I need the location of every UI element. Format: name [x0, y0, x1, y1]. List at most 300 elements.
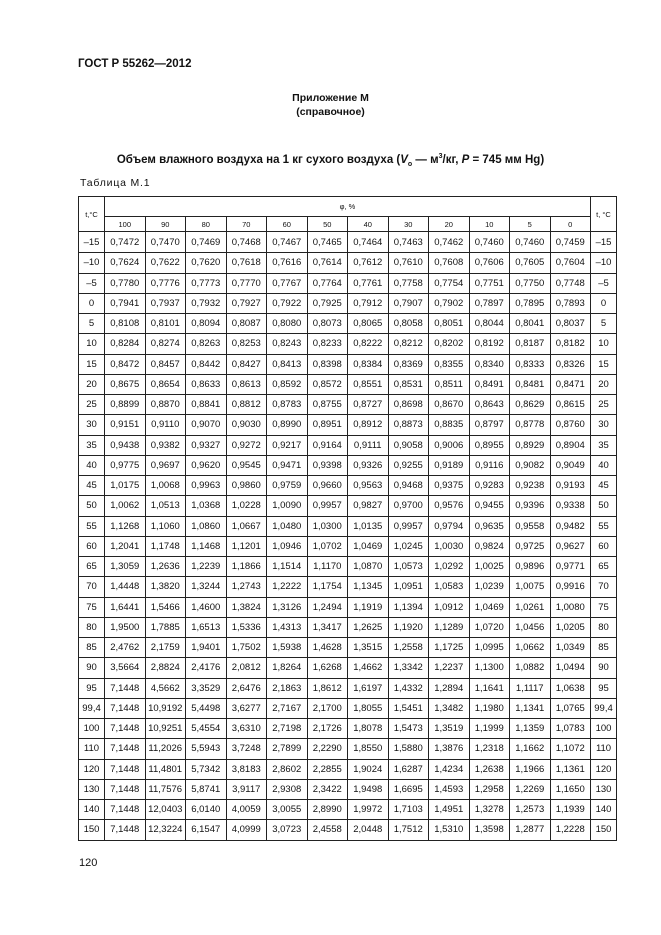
volume-cell: 0,8442	[186, 354, 227, 374]
volume-cell: 0,7614	[307, 253, 348, 273]
volume-cell: 0,8243	[267, 334, 308, 354]
temperature-cell: 75	[79, 597, 105, 617]
volume-cell: 1,6197	[348, 678, 389, 698]
volume-cell: 0,7750	[510, 273, 551, 293]
volume-cell: 1,1514	[267, 557, 308, 577]
humidity-value-header: 10	[469, 217, 510, 232]
volume-cell: 0,9398	[307, 455, 348, 475]
volume-cell: 0,8572	[307, 374, 348, 394]
volume-cell: 0,7467	[267, 232, 308, 253]
volume-cell: 3,7248	[226, 739, 267, 759]
table-row	[79, 557, 617, 577]
volume-cell: 0,7902	[429, 293, 470, 313]
volume-cell: 0,8073	[307, 314, 348, 334]
temperature-cell: 99,4	[79, 698, 105, 718]
volume-cell: 5,4554	[186, 719, 227, 739]
temperature-cell: 0	[79, 293, 105, 313]
temperature-cell-right: 40	[591, 455, 617, 475]
volume-cell: 7,1448	[105, 739, 146, 759]
temperature-cell-right: 50	[591, 496, 617, 516]
volume-cell: 0,9545	[226, 455, 267, 475]
table-row	[79, 759, 617, 779]
volume-cell: 1,0573	[388, 557, 429, 577]
volume-cell: 0,9482	[550, 516, 591, 536]
volume-cell: 2,1726	[307, 719, 348, 739]
volume-cell: 3,6277	[226, 698, 267, 718]
volume-cell: 2,0448	[348, 820, 389, 840]
volume-cell: 0,8222	[348, 334, 389, 354]
volume-cell: 1,8055	[348, 698, 389, 718]
volume-cell: 4,0999	[226, 820, 267, 840]
volume-cell: 7,1448	[105, 719, 146, 739]
temperature-cell-right: 20	[591, 374, 617, 394]
volume-cell: 1,2494	[307, 597, 348, 617]
temperature-cell: –5	[79, 273, 105, 293]
volume-cell: 0,7941	[105, 293, 146, 313]
volume-cell: 1,5336	[226, 617, 267, 637]
volume-cell: 0,7465	[307, 232, 348, 253]
volume-cell: 0,7463	[388, 232, 429, 253]
volume-cell: 0,9111	[348, 435, 389, 455]
volume-cell: 0,9468	[388, 476, 429, 496]
volume-cell: 2,1700	[307, 698, 348, 718]
volume-cell: 0,7459	[550, 232, 591, 253]
temperature-cell-right: 95	[591, 678, 617, 698]
volume-cell: 1,0860	[186, 516, 227, 536]
humidity-value-header: 60	[267, 217, 308, 232]
volume-cell: 1,2743	[226, 577, 267, 597]
volume-cell: 0,8340	[469, 354, 510, 374]
temperature-cell-right: 140	[591, 800, 617, 820]
humidity-value-header: 30	[388, 217, 429, 232]
temperature-cell: 65	[79, 557, 105, 577]
volume-cell: 0,8094	[186, 314, 227, 334]
volume-cell: 0,7893	[550, 293, 591, 313]
volume-cell: 0,9189	[429, 455, 470, 475]
volume-cell: 12,0403	[145, 800, 186, 820]
volume-cell: 0,8511	[429, 374, 470, 394]
volume-cell: 6,0140	[186, 800, 227, 820]
volume-cell: 10,9192	[145, 698, 186, 718]
table-row	[79, 800, 617, 820]
volume-cell: 1,0080	[550, 597, 591, 617]
volume-cell: 0,8108	[105, 314, 146, 334]
volume-cell: 0,8471	[550, 374, 591, 394]
volume-cell: 1,0030	[429, 536, 470, 556]
volume-cell: 0,9620	[186, 455, 227, 475]
volume-cell: 1,3519	[429, 719, 470, 739]
volume-cell: 1,1468	[186, 536, 227, 556]
temperature-cell: 10	[79, 334, 105, 354]
volume-cell: 1,3598	[469, 820, 510, 840]
volume-cell: 1,1361	[550, 759, 591, 779]
volume-cell: 1,3876	[429, 739, 470, 759]
volume-cell: 0,9660	[307, 476, 348, 496]
volume-cell: 0,9255	[388, 455, 429, 475]
volume-cell: 0,8755	[307, 395, 348, 415]
volume-cell: 11,4801	[145, 759, 186, 779]
volume-cell: 0,8629	[510, 395, 551, 415]
temperature-cell-right: 120	[591, 759, 617, 779]
temperature-cell: 50	[79, 496, 105, 516]
volume-cell: 0,9058	[388, 435, 429, 455]
volume-cell: 2,4176	[186, 658, 227, 678]
volume-cell: 0,9759	[267, 476, 308, 496]
volume-cell: 1,7103	[388, 800, 429, 820]
volume-cell: 0,8481	[510, 374, 551, 394]
volume-cell: 1,3820	[145, 577, 186, 597]
temperature-cell-right: –15	[591, 232, 617, 253]
table-row	[79, 314, 617, 334]
volume-cell: 1,0951	[388, 577, 429, 597]
table-row	[79, 779, 617, 799]
volume-cell: 1,0513	[145, 496, 186, 516]
volume-cell: 7,1448	[105, 759, 146, 779]
volume-cell: 0,7895	[510, 293, 551, 313]
humidity-value-header: 90	[145, 217, 186, 232]
volume-cell: 1,6287	[388, 759, 429, 779]
volume-cell: 0,7897	[469, 293, 510, 313]
volume-cell: 1,2239	[186, 557, 227, 577]
volume-cell: 0,8841	[186, 395, 227, 415]
table-row	[79, 577, 617, 597]
volume-cell: 0,9327	[186, 435, 227, 455]
volume-cell: 0,9116	[469, 455, 510, 475]
volume-cell: 0,8491	[469, 374, 510, 394]
table-row	[79, 354, 617, 374]
volume-cell: 1,1170	[307, 557, 348, 577]
volume-cell: 0,7470	[145, 232, 186, 253]
volume-cell: 0,8783	[267, 395, 308, 415]
volume-cell: 0,8873	[388, 415, 429, 435]
volume-cell: 1,0480	[267, 516, 308, 536]
volume-cell: 0,8615	[550, 395, 591, 415]
volume-cell: 0,9070	[186, 415, 227, 435]
volume-cell: 1,5938	[267, 638, 308, 658]
humidity-value-header: 100	[105, 217, 146, 232]
humidity-value-header: 0	[550, 217, 591, 232]
volume-cell: 0,7776	[145, 273, 186, 293]
volume-cell: 0,7912	[348, 293, 389, 313]
table-row	[79, 273, 617, 293]
table-row	[79, 698, 617, 718]
volume-cell: 3,8183	[226, 759, 267, 779]
volume-cell: 0,9957	[307, 496, 348, 516]
volume-cell: 0,8041	[510, 314, 551, 334]
volume-cell: 1,0667	[226, 516, 267, 536]
table-row	[79, 496, 617, 516]
volume-cell: 1,1966	[510, 759, 551, 779]
volume-cell: 0,8187	[510, 334, 551, 354]
volume-cell: 0,8633	[186, 374, 227, 394]
temperature-cell-right: 30	[591, 415, 617, 435]
volume-cell: 0,7468	[226, 232, 267, 253]
volume-cell: 0,8263	[186, 334, 227, 354]
volume-cell: 0,7780	[105, 273, 146, 293]
volume-cell: 0,7925	[307, 293, 348, 313]
volume-cell: 3,6310	[226, 719, 267, 739]
temperature-cell: 100	[79, 719, 105, 739]
temperature-cell: 25	[79, 395, 105, 415]
volume-cell: 1,0068	[145, 476, 186, 496]
volume-cell: 0,8398	[307, 354, 348, 374]
volume-cell: 1,2636	[145, 557, 186, 577]
volume-cell: 1,0245	[388, 536, 429, 556]
volume-cell: 1,1641	[469, 678, 510, 698]
humidity-value-header: 40	[348, 217, 389, 232]
table-row	[79, 678, 617, 698]
volume-cell: 0,7460	[469, 232, 510, 253]
table-row	[79, 435, 617, 455]
temperature-cell: 85	[79, 638, 105, 658]
volume-cell: 0,9827	[348, 496, 389, 516]
volume-cell: 0,9896	[510, 557, 551, 577]
table-row	[79, 617, 617, 637]
volume-cell: 1,3824	[226, 597, 267, 617]
temperature-cell-right: 35	[591, 435, 617, 455]
volume-cell: 1,6268	[307, 658, 348, 678]
volume-cell: 1,3342	[388, 658, 429, 678]
volume-cell: 0,9193	[550, 476, 591, 496]
temperature-cell-right: 60	[591, 536, 617, 556]
volume-cell: 1,2877	[510, 820, 551, 840]
table-row	[79, 293, 617, 313]
volume-cell: 1,4234	[429, 759, 470, 779]
volume-cell: 0,7927	[226, 293, 267, 313]
table-row	[79, 820, 617, 840]
volume-cell: 0,8101	[145, 314, 186, 334]
temperature-cell: 60	[79, 536, 105, 556]
volume-cell: 1,2958	[469, 779, 510, 799]
volume-cell: 0,7764	[307, 273, 348, 293]
volume-cell: 1,0469	[348, 536, 389, 556]
volume-cell: 0,8870	[145, 395, 186, 415]
temperature-cell-right: 99,4	[591, 698, 617, 718]
volume-cell: 1,0720	[469, 617, 510, 637]
volume-cell: 0,7612	[348, 253, 389, 273]
volume-cell: 0,8698	[388, 395, 429, 415]
volume-cell: 1,4448	[105, 577, 146, 597]
temperature-cell-right: 55	[591, 516, 617, 536]
temperature-cell: 95	[79, 678, 105, 698]
volume-cell: 1,7885	[145, 617, 186, 637]
temperature-header-right: t, °C	[591, 197, 617, 232]
volume-cell: 0,9576	[429, 496, 470, 516]
volume-cell: 1,2228	[550, 820, 591, 840]
volume-cell: 0,8413	[267, 354, 308, 374]
volume-cell: 0,8087	[226, 314, 267, 334]
volume-cell: 0,8080	[267, 314, 308, 334]
temperature-cell-right: 85	[591, 638, 617, 658]
volume-cell: 0,9375	[429, 476, 470, 496]
temperature-cell: –10	[79, 253, 105, 273]
volume-cell: 3,5664	[105, 658, 146, 678]
volume-cell: 1,4628	[307, 638, 348, 658]
volume-cell: 2,0812	[226, 658, 267, 678]
volume-cell: 2,8824	[145, 658, 186, 678]
volume-cell: 0,9471	[267, 455, 308, 475]
volume-cell: 0,7605	[510, 253, 551, 273]
volume-cell: 0,7460	[510, 232, 551, 253]
volume-cell: 1,2269	[510, 779, 551, 799]
volume-cell: 1,1341	[510, 698, 551, 718]
volume-cell: 0,9438	[105, 435, 146, 455]
volume-cell: 0,7754	[429, 273, 470, 293]
volume-cell: 1,1748	[145, 536, 186, 556]
volume-cell: 0,7610	[388, 253, 429, 273]
temperature-cell: 30	[79, 415, 105, 435]
volume-cell: 1,4593	[429, 779, 470, 799]
volume-cell: 1,2894	[429, 678, 470, 698]
volume-cell: 0,9697	[145, 455, 186, 475]
volume-cell: 1,9972	[348, 800, 389, 820]
volume-cell: 0,9635	[469, 516, 510, 536]
table-row	[79, 516, 617, 536]
temperature-cell-right: 45	[591, 476, 617, 496]
table-row	[79, 334, 617, 354]
temperature-cell-right: 130	[591, 779, 617, 799]
volume-cell: 1,1201	[226, 536, 267, 556]
volume-cell: 0,7770	[226, 273, 267, 293]
volume-cell: 0,8670	[429, 395, 470, 415]
temperature-cell-right: 70	[591, 577, 617, 597]
table-row	[79, 415, 617, 435]
volume-cell: 0,7937	[145, 293, 186, 313]
volume-cell: 0,8326	[550, 354, 591, 374]
volume-cell: 0,8904	[550, 435, 591, 455]
volume-cell: 0,9082	[510, 455, 551, 475]
volume-cell: 0,8384	[348, 354, 389, 374]
volume-cell: 0,7624	[105, 253, 146, 273]
volume-cell: 0,7758	[388, 273, 429, 293]
humidity-value-header: 20	[429, 217, 470, 232]
volume-cell: 1,5473	[388, 719, 429, 739]
volume-cell: 1,0870	[348, 557, 389, 577]
temperature-cell-right: 15	[591, 354, 617, 374]
temperature-cell: 45	[79, 476, 105, 496]
volume-cell: 7,1448	[105, 779, 146, 799]
volume-cell: 0,7620	[186, 253, 227, 273]
humidity-value-header: 5	[510, 217, 551, 232]
volume-cell: 0,9164	[307, 435, 348, 455]
volume-cell: 0,8551	[348, 374, 389, 394]
volume-cell: 1,3059	[105, 557, 146, 577]
volume-cell: 1,4951	[429, 800, 470, 820]
temperature-cell-right: 0	[591, 293, 617, 313]
volume-cell: 3,3529	[186, 678, 227, 698]
volume-cell: 1,3515	[348, 638, 389, 658]
volume-cell: 5,8741	[186, 779, 227, 799]
volume-cell: 1,1072	[550, 739, 591, 759]
volume-cell: 1,0300	[307, 516, 348, 536]
volume-cell: 1,0062	[105, 496, 146, 516]
volume-cell: 0,9963	[186, 476, 227, 496]
volume-cell: 1,1725	[429, 638, 470, 658]
volume-cell: 0,8899	[105, 395, 146, 415]
temperature-cell: –15	[79, 232, 105, 253]
volume-cell: 1,9500	[105, 617, 146, 637]
volume-cell: 0,7907	[388, 293, 429, 313]
volume-cell: 0,8472	[105, 354, 146, 374]
volume-cell: 1,2638	[469, 759, 510, 779]
volume-cell: 2,4762	[105, 638, 146, 658]
humid-air-volume-table	[78, 196, 617, 841]
volume-cell: 2,8990	[307, 800, 348, 820]
volume-cell: 1,4332	[388, 678, 429, 698]
volume-cell: 2,3422	[307, 779, 348, 799]
volume-cell: 1,9401	[186, 638, 227, 658]
volume-cell: 0,8955	[469, 435, 510, 455]
temperature-cell-right: 75	[591, 597, 617, 617]
volume-cell: 2,1863	[267, 678, 308, 698]
volume-cell: 2,6476	[226, 678, 267, 698]
document-header: ГОСТ Р 55262—2012	[78, 58, 192, 70]
temperature-cell-right: 80	[591, 617, 617, 637]
temperature-cell: 80	[79, 617, 105, 637]
volume-cell: 0,8427	[226, 354, 267, 374]
volume-cell: 1,8078	[348, 719, 389, 739]
volume-cell: 1,6441	[105, 597, 146, 617]
volume-cell: 0,8212	[388, 334, 429, 354]
volume-cell: 0,8355	[429, 354, 470, 374]
volume-cell: 1,0239	[469, 577, 510, 597]
volume-cell: 1,0205	[550, 617, 591, 637]
volume-cell: 11,2026	[145, 739, 186, 759]
volume-cell: 0,9217	[267, 435, 308, 455]
volume-cell: 1,1999	[469, 719, 510, 739]
volume-cell: 0,9382	[145, 435, 186, 455]
volume-cell: 1,1939	[550, 800, 591, 820]
volume-cell: 0,7622	[145, 253, 186, 273]
volume-cell: 7,1448	[105, 678, 146, 698]
volume-cell: 1,1300	[469, 658, 510, 678]
volume-cell: 0,7604	[550, 253, 591, 273]
volume-cell: 0,8835	[429, 415, 470, 435]
table-caption: Таблица М.1	[80, 177, 151, 189]
volume-cell: 1,0494	[550, 658, 591, 678]
volume-cell: 0,7472	[105, 232, 146, 253]
volume-cell: 1,0228	[226, 496, 267, 516]
volume-cell: 1,1920	[388, 617, 429, 637]
temperature-cell: 130	[79, 779, 105, 799]
volume-cell: 1,0456	[510, 617, 551, 637]
volume-cell: 1,0075	[510, 577, 551, 597]
volume-cell: 0,7464	[348, 232, 389, 253]
temperature-cell: 120	[79, 759, 105, 779]
table-row	[79, 232, 617, 253]
volume-cell: 1,0946	[267, 536, 308, 556]
humidity-value-header: 70	[226, 217, 267, 232]
volume-cell: 1,1662	[510, 739, 551, 759]
volume-cell: 1,4662	[348, 658, 389, 678]
volume-cell: 4,5662	[145, 678, 186, 698]
volume-cell: 1,0638	[550, 678, 591, 698]
volume-cell: 0,7748	[550, 273, 591, 293]
volume-cell: 1,1117	[510, 678, 551, 698]
volume-cell: 2,8602	[267, 759, 308, 779]
volume-cell: 0,8592	[267, 374, 308, 394]
volume-cell: 10,9251	[145, 719, 186, 739]
volume-cell: 0,8797	[469, 415, 510, 435]
appendix-title: Приложение М	[292, 92, 369, 104]
volume-cell: 0,8192	[469, 334, 510, 354]
volume-cell: 1,0292	[429, 557, 470, 577]
volume-cell: 0,8253	[226, 334, 267, 354]
volume-cell: 0,7608	[429, 253, 470, 273]
volume-cell: 1,2558	[388, 638, 429, 658]
page-number: 120	[79, 857, 98, 869]
volume-cell: 0,9338	[550, 496, 591, 516]
